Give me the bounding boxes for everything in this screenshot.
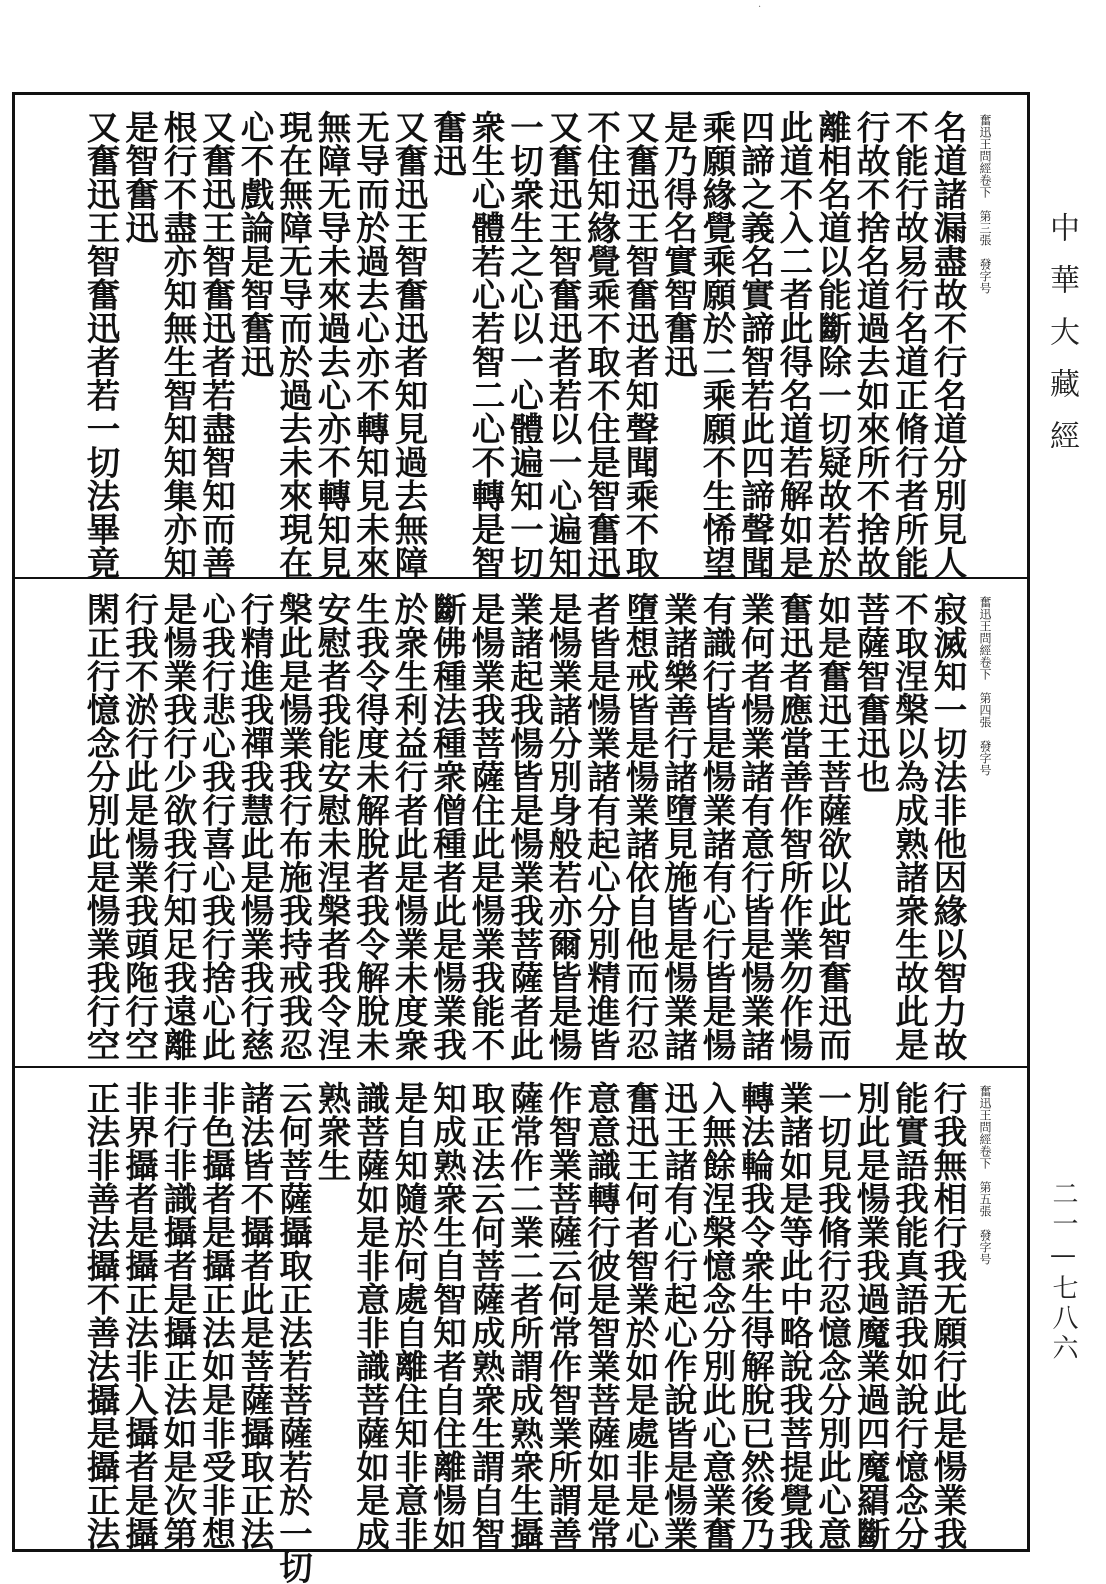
text-column: 是愓業諸分別身般若亦爾皆是愓	[543, 592, 582, 1061]
text-column: 此道不入二者此得名道若解如是	[774, 110, 813, 579]
text-column: 是乃得名實智奮迅	[658, 110, 698, 378]
text-column: 知成熟衆生自智知者自住離愓如	[427, 1081, 467, 1550]
text-column: 是智奮迅	[119, 110, 159, 244]
text-column: 現在無障无导而於過去未來現在	[273, 110, 313, 579]
text-column: 諸法皆不攝者此是菩薩攝取正法	[235, 1081, 274, 1550]
text-column: 寂滅知一切法非他因緣以智力故	[928, 592, 967, 1061]
text-column: 奮迅王何者智業於如是處非是心	[620, 1081, 659, 1550]
text-column: 轉法輪我令衆生得解脫已然後乃	[735, 1081, 775, 1550]
text-column: 无导而於過去心亦不轉知見未來	[350, 110, 390, 579]
text-column: 非界攝者是攝正法非入攝者是攝	[119, 1081, 159, 1550]
text-column: 一切見我脩行忍憶念分別此心意	[812, 1081, 852, 1550]
text-column: 非色攝者是攝正法如是非受非想	[196, 1081, 236, 1550]
text-column: 行我不淤行此是愓業我頭陁行空	[119, 592, 159, 1061]
text-column: 心不戲論是智奮迅	[235, 110, 274, 378]
text-column: 衆生心體若心若智二心不轉是智	[466, 110, 505, 579]
panel-header: 奮迅王問經卷下 第五張 發字号	[978, 1085, 992, 1265]
panel-header: 奮迅王問經卷下 第三張 發字号	[978, 114, 992, 294]
text-column: 於衆生利益行者此是愓業未度衆	[389, 592, 428, 1061]
text-column: 槃此是愓業我行布施我持戒我忍	[273, 592, 313, 1061]
text-column: 業諸如是等此中略說我菩提覺我	[774, 1081, 813, 1550]
text-column: 意意識轉行彼是智業菩薩如是常	[581, 1081, 621, 1550]
text-column: 菩薩智奮迅也	[851, 592, 890, 793]
text-column: 生我令得度未解脫者我令解脫未	[350, 592, 390, 1061]
text-column: 無障无导未來過去心亦不轉知見	[312, 110, 351, 579]
text-column: 非行非識攝者是攝正法如是次第	[158, 1081, 197, 1550]
text-column: 又奮迅王智奮迅者知見過去無障	[389, 110, 428, 579]
text-column: 一切衆生之心以一心體遍知一切	[504, 110, 544, 579]
text-column: 乘願緣覺乘願於二乘願不生悕望	[697, 110, 736, 579]
text-column: 奮迅者應當善作智所作業勿作愓	[774, 592, 813, 1061]
collection-title: 中華大藏經	[1044, 212, 1079, 472]
text-column: 墮想戒皆是愓業諸依自他而行忍	[620, 592, 659, 1061]
text-column: 又奮迅王智奮迅者若以一心遍知	[543, 110, 582, 579]
text-column: 不能行故易行名道正脩行者所能	[889, 110, 929, 579]
text-column: 離相名道以能斷除一切疑故若於	[812, 110, 852, 579]
text-column: 不住知緣覺乘不取不住是智奮迅	[581, 110, 621, 579]
text-column: 薩常作二業二者所謂成熟衆生攝	[504, 1081, 544, 1550]
text-column: 入無餘涅槃憶念分別此心意業奮	[697, 1081, 736, 1550]
text-column: 心我行悲心我行喜心我行捨心此	[196, 592, 236, 1061]
text-column: 正法非善法攝不善法攝是攝正法	[81, 1081, 120, 1550]
text-column: 云何菩薩攝取正法若菩薩若於一切	[273, 1081, 313, 1584]
text-column: 如是奮迅王菩薩欲以此智奮迅而	[812, 592, 852, 1061]
text-column: 熟衆生	[312, 1081, 351, 1182]
text-column: 別此是愓業我過魔業過四魔羂斷	[851, 1081, 890, 1550]
text-column: 不取涅槃以為成熟諸衆生故此是	[889, 592, 929, 1061]
text-column: 是愓業我菩薩住此是愓業我能不	[466, 592, 505, 1061]
panel-header: 奮迅王問經卷下 第四張 發字号	[978, 596, 992, 776]
text-column: 安慰者我能安慰未涅槃者我令涅	[312, 592, 351, 1061]
text-column: 四諦之義名實諦智若此四諦聲聞	[735, 110, 775, 579]
text-column: 業何者愓業諸有意行皆是愓業諸	[735, 592, 775, 1061]
text-column: 又奮迅王智奮迅者知聲聞乘不取	[620, 110, 659, 579]
text-column: 根行不盡亦知無生智知知集亦知	[158, 110, 197, 579]
text-column: 行故不捨名道過去如來所不捨故	[851, 110, 890, 579]
text-column: 是自知隨於何處自離住知非意非	[389, 1081, 428, 1550]
text-column: 識菩薩如是非意非識菩薩如是成	[350, 1081, 390, 1550]
text-column: 作智業菩薩云何常作智業所謂善	[543, 1081, 582, 1550]
text-column: 行精進我禪我慧此是愓業我行慈	[235, 592, 274, 1061]
text-column: 取正法云何菩薩成熟衆生謂自智	[466, 1081, 505, 1550]
text-column: 斷佛種法種衆僧種者此是愓業我	[427, 592, 467, 1061]
page-number: 二一—七八六	[1048, 1180, 1078, 1364]
text-column: 業諸起我愓皆是愓業我菩薩者此	[504, 592, 544, 1061]
text-column: 者皆是愓業諸有起心分別精進皆	[581, 592, 621, 1061]
scan-mark: ·	[758, 2, 762, 13]
text-column: 閑正行憶念分別此是愓業我行空	[81, 592, 120, 1061]
text-column: 有識行皆是愓業諸有心行皆是愓	[697, 592, 736, 1061]
text-column: 奮迅	[427, 110, 467, 177]
text-column: 行我無相行我无願行此是愓業我	[928, 1081, 967, 1550]
text-column: 是愓業我行少欲我行知足我遠離	[158, 592, 197, 1061]
text-column: 又奮迅王智奮迅者若盡智知而善	[196, 110, 236, 579]
text-column: 業諸樂善行諸墮見施皆是愓業諸	[658, 592, 698, 1061]
text-column: 迅王諸有心行起心作說皆是愓業	[658, 1081, 698, 1550]
text-column: 名道諸漏盡故不行名道分別見人	[928, 110, 967, 579]
text-column: 又奮迅王智奮迅者若一切法畢竟	[81, 110, 120, 579]
text-column: 能實語我能真語我如說行憶念分	[889, 1081, 929, 1550]
